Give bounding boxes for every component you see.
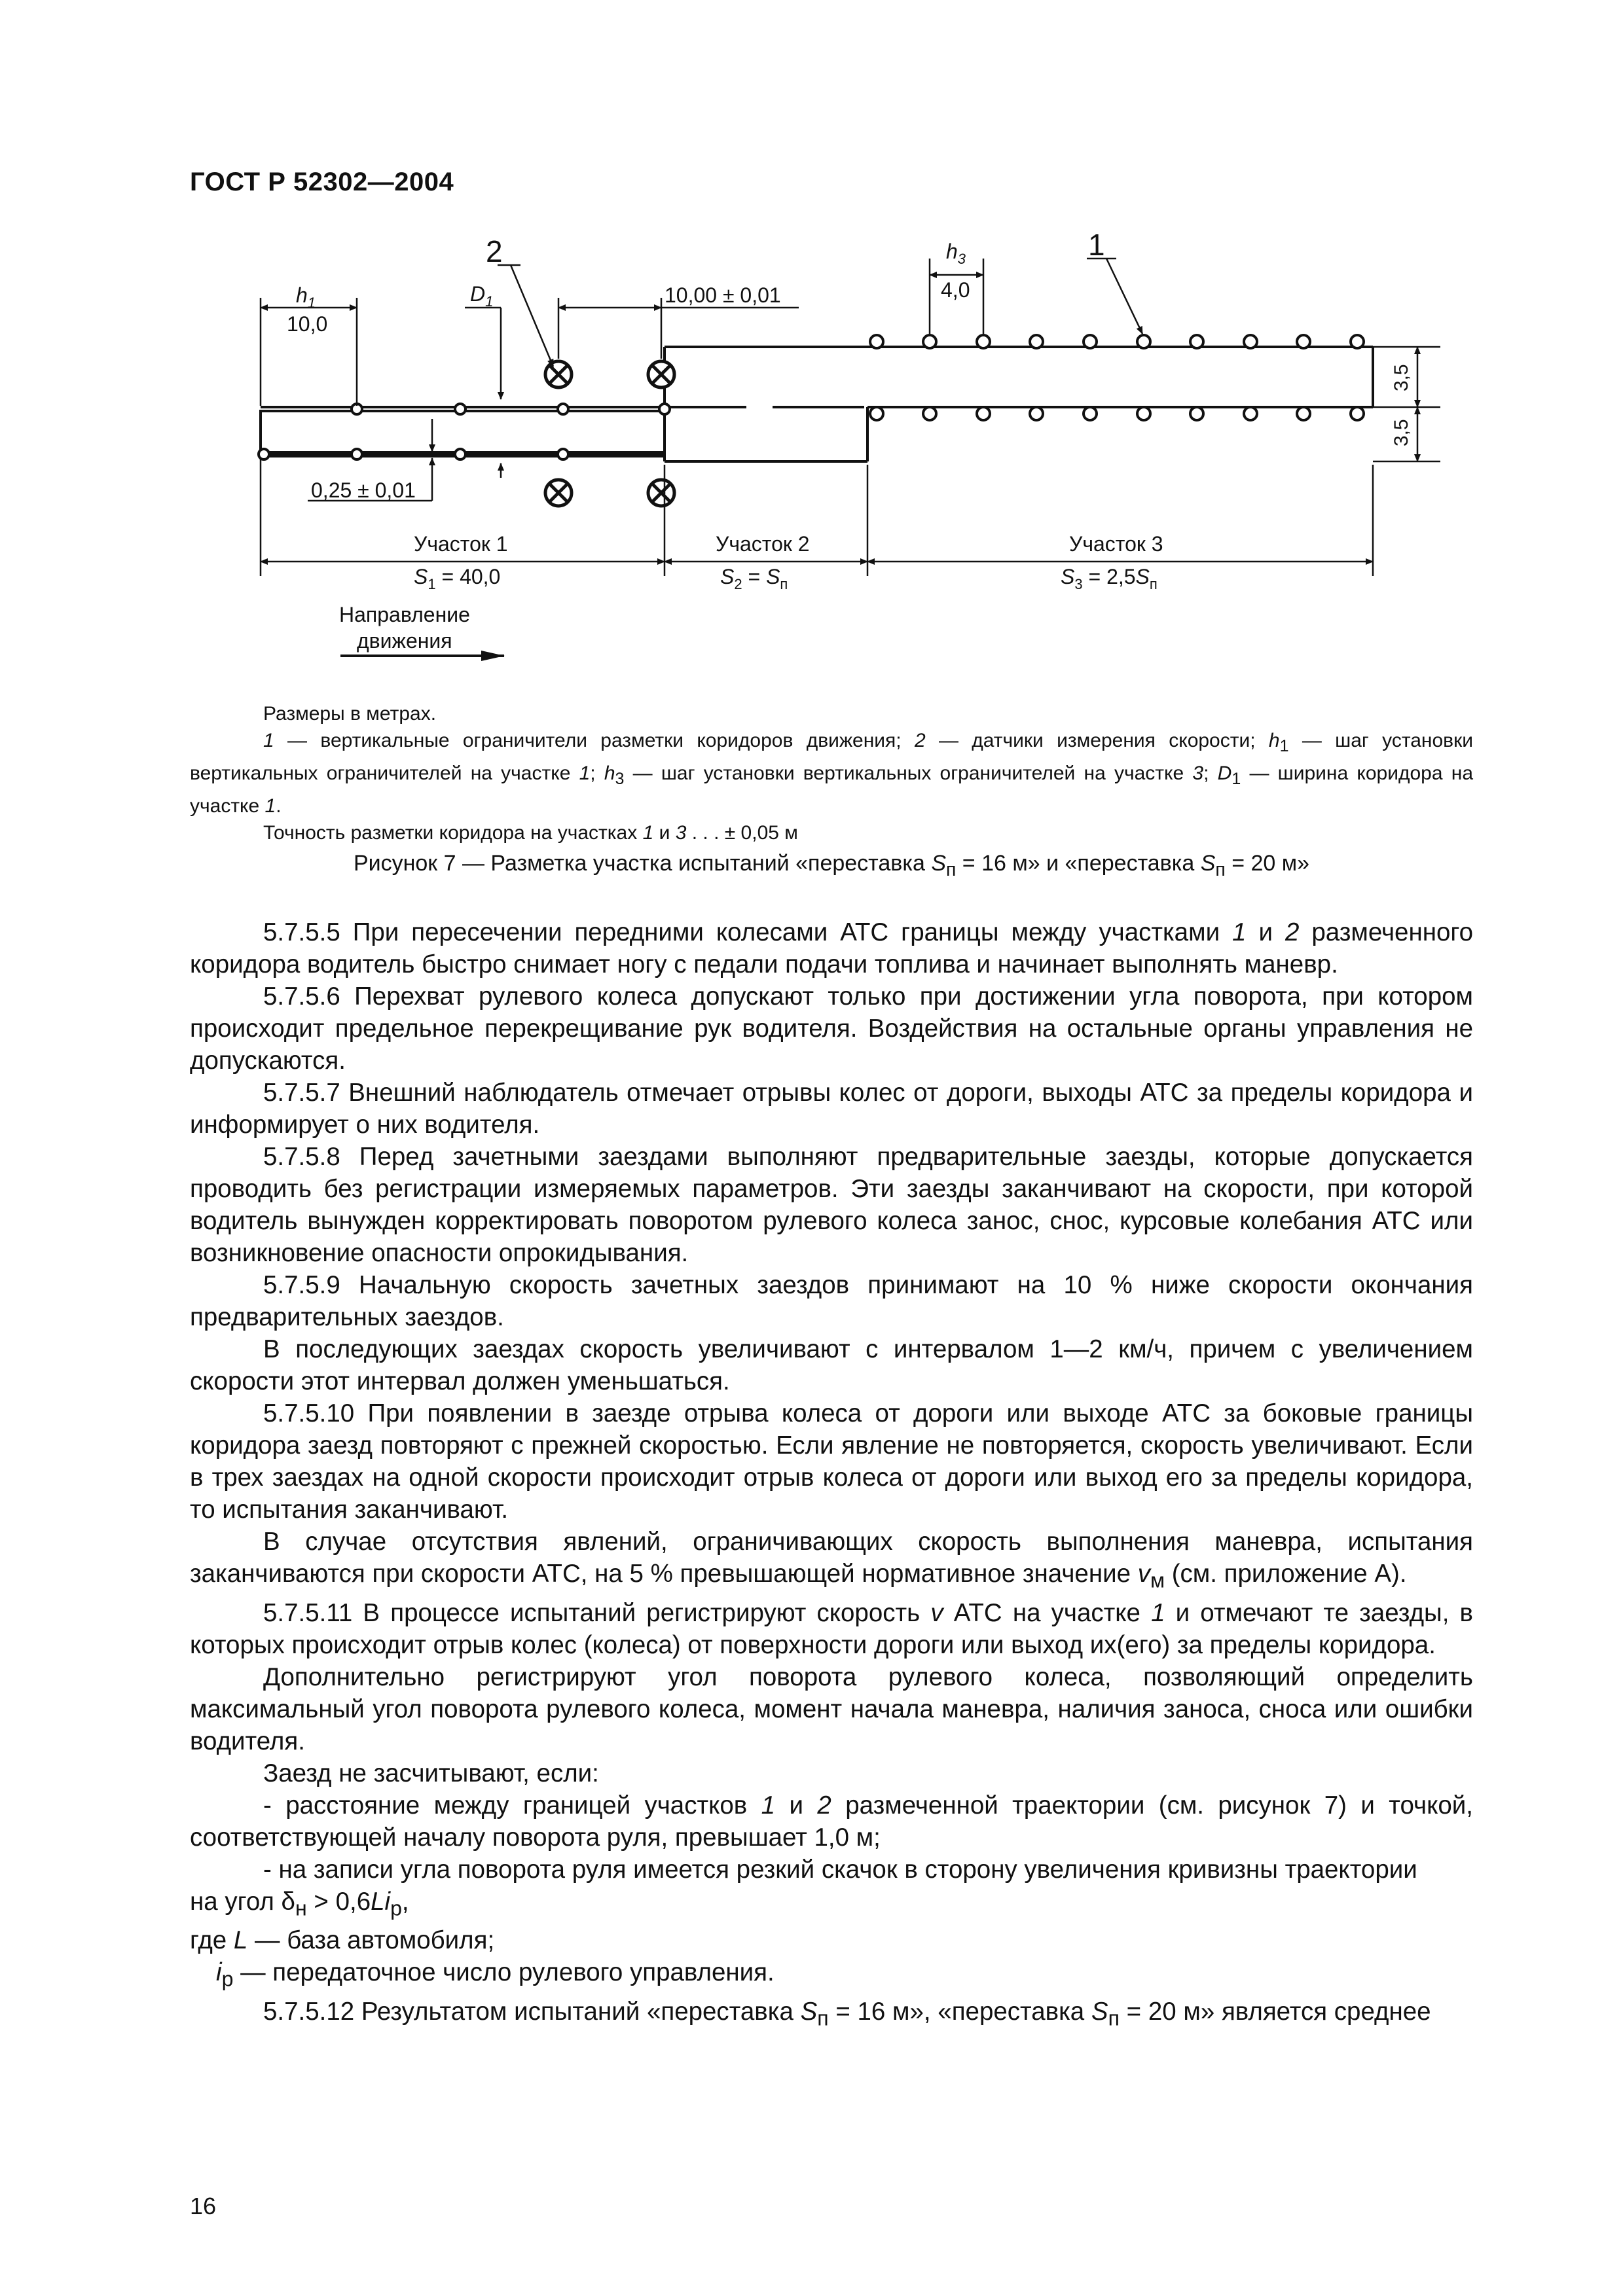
lane-width-bottom: 3,5	[1391, 419, 1412, 446]
para-5-7-5-10-cont: В случае отсутствия явлений, ограничивающих скорость выполнения маневра, испытания заканчиваются при скорости АТС, на 5 % превышающей нормативное значение $v_м$ (см. приложение А).	[190, 1528, 1473, 1592]
dim-10: 10,00 ± 0,01	[665, 283, 781, 307]
direction-label-1: Направление	[339, 603, 470, 626]
para-not-counted: Заезд не засчитывают, если:	[263, 1759, 599, 1787]
callout-1: 1	[1088, 228, 1105, 262]
callout-2: 2	[486, 234, 503, 268]
section-3-formula: $S_3 = 2,5S_п$	[1061, 565, 1158, 592]
h1-value: 10,0	[287, 312, 328, 336]
track-diagram	[0, 0, 1623, 707]
direction-label-2: движения	[357, 629, 452, 653]
body-text	[190, 916, 1473, 2035]
para-5-7-5-8: 5.7.5.8 Перед зачетными заездами выполняют предварительные заезды, которые допускается проводить без регистрации измеряемых параметров. Эти заезды заканчивают на скорости, при которой водитель вынужден корректировать поворотом рулевого колеса занос, снос, курсовые колебания АТС или возникновение опасности опрокидывания.	[190, 1143, 1473, 1267]
section-2-label: Участок 2	[716, 532, 810, 556]
para-where-ip: $i_р$ — передаточное число рулевого управления.	[216, 1958, 775, 1992]
section-3-label: Участок 3	[1069, 532, 1163, 556]
para-5-7-5-9: 5.7.5.9 Начальную скорость зачетных заездов принимают на 10 % ниже скорости окончания предварительных заездов.	[190, 1271, 1473, 1331]
d1-label: $D_1$	[470, 282, 494, 310]
section-2-formula: $S_2 = S_п$	[720, 565, 788, 592]
figure-7	[0, 0, 1623, 707]
legend-accuracy: Точность разметки коридора на участках 1 и 3 . . . ± 0,05 м	[263, 822, 798, 844]
page-number: 16	[190, 2193, 217, 2219]
section-1-formula: $S_1 = 40,0$	[414, 565, 501, 592]
para-where-l: где L — база автомобиля;	[190, 1926, 495, 1955]
legend-items: 1 — вертикальные ограничители разметки коридоров движения; 2 — датчики измерения скорости; $h_1$ — шаг установки вертикальных ограничителей на участке 1; $h_3$ — шаг установки вертикальных ограничителей на участке 3; $D_1$ — ширина коридора на участке 1.	[190, 730, 1474, 817]
para-5-7-5-10: 5.7.5.10 При появлении в заезде отрыва колеса от дороги или выходе АТС за боковые границы коридора заезд повторяют с прежней скоростью. Если явление не повторяется, скорость увеличивают. Если в трех заездах на одной скорости происходит отрыв колеса от дороги или выход его за пределы коридора, то испытания заканчивают.	[190, 1399, 1473, 1524]
para-5-7-5-7: 5.7.5.7 Внешний наблюдатель отмечает отрывы колес от дороги, выходы АТС за пределы коридора и информирует о них водителя.	[190, 1079, 1473, 1139]
para-5-7-5-5: 5.7.5.5 При пересечении передними колесами АТС границы между участками 1 и 2 размеченного коридора водитель быстро снимает ногу с педали подачи топлива и начинает выполнять маневр.	[190, 918, 1473, 978]
section-1-label: Участок 1	[414, 532, 508, 556]
para-condition-1: - расстояние между границей участков 1 и 2 размеченной траектории (см. рисунок 7) и точкой, соответствующей началу поворота руля, превышает 1,0 м;	[190, 1791, 1473, 1852]
para-5-7-5-9-cont: В последующих заездах скорость увеличивают с интервалом 1—2 км/ч, причем с увеличением скорости этот интервал должен уменьшаться.	[190, 1335, 1473, 1395]
h3-value: 4,0	[941, 278, 970, 302]
h1-label: $h_1$	[296, 283, 316, 311]
figure-legend	[190, 700, 1473, 846]
document-header: ГОСТ Р 52302—2004	[190, 168, 454, 196]
para-5-7-5-6: 5.7.5.6 Перехват рулевого колеса допускают только при достижении угла поворота, при котором происходит предельное перекрещивание рук водителя. Воздействия на остальные органы управления не допускаются.	[190, 982, 1473, 1075]
speed-sensors	[545, 361, 674, 506]
para-5-7-5-12: 5.7.5.12 Результатом испытаний «переставка $S_п = 16$ м», «переставка $S_п = 20$ м» является среднее	[263, 1998, 1431, 2030]
figure-caption: Рисунок 7 — Разметка участка испытаний «переставка $S_п = 16$ м» и «переставка $S_п = 20$ м»	[353, 851, 1310, 880]
para-5-7-5-11: 5.7.5.11 В процессе испытаний регистрируют скорость v АТС на участке 1 и отмечают те заезды, в которых происходит отрыв колес (колеса) от поверхности дороги или выход их(его) за пределы коридора.	[190, 1598, 1473, 1659]
h3-label: $h_3$	[946, 240, 966, 267]
para-formula: на угол $\delta_н > 0,6Li_р$,	[190, 1887, 409, 1920]
gap-dim: 0,25 ± 0,01	[311, 478, 416, 502]
lane-width-top: 3,5	[1391, 364, 1412, 391]
legend-units: Размеры в метрах.	[263, 703, 437, 725]
para-condition-2: - на записи угла поворота руля имеется резкий скачок в сторону увеличения кривизны траектории	[263, 1855, 1417, 1884]
para-5-7-5-11-cont: Дополнительно регистрируют угол поворота рулевого колеса, позволяющий определить максимальный угол поворота рулевого колеса, момент начала маневра, наличия заноса, сноса или ошибки водителя.	[190, 1662, 1473, 1755]
